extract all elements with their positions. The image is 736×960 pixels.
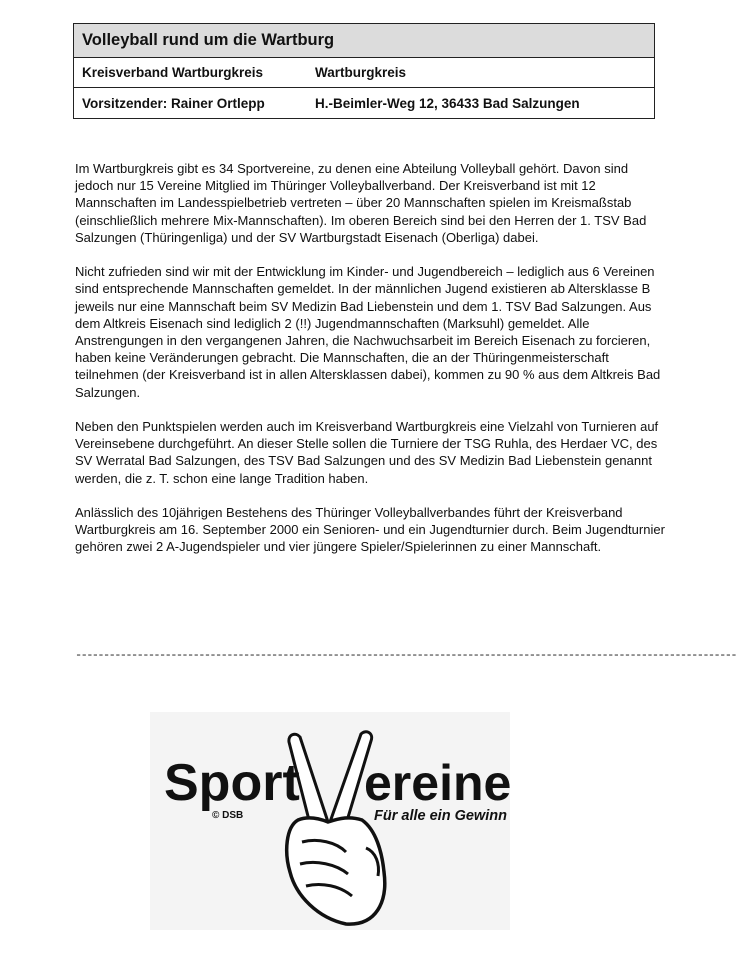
logo-slogan: Für alle ein Gewinn — [374, 808, 507, 824]
sportvereine-logo — [150, 712, 510, 930]
association-region: Wartburgkreis — [315, 65, 407, 80]
chair-name: Vorsitzender: Rainer Ortlepp — [82, 95, 265, 111]
paragraph-1: Im Wartburgkreis gibt es 34 Sportvereine, zu denen eine Abteilung Volleyball gehört. Davon sind jedoch nur 15 Vereine Mitglied im Thüringer Volleyballverband. Der Kreisverband ist mit 12 Mannschaften im Landesspielbetrieb vertreten – über 20 Mannschaften spielen im Kreismaßstab (einschließlich mehrere Mix-Mannschaften). Im oberen Bereich sind bei den Herren der 1. TSV Bad Salzungen (Thüringenliga) und der SV Wartburgstadt Eisenach (Oberliga) dabei. — [75, 161, 647, 245]
header-chair-row — [74, 88, 654, 118]
page-title: Volleyball rund um die Wartburg — [82, 31, 335, 49]
header-title-row — [74, 24, 654, 58]
sportvereine-logo-graphic — [150, 712, 510, 930]
logo-word-vereine: ereine — [364, 755, 512, 811]
association-name: Kreisverband Wartburgkreis — [82, 65, 264, 80]
logo-word-sport: Sport — [164, 754, 300, 812]
paragraph-4: Anlässlich des 10jährigen Bestehens des Thüringer Volleyballverbandes führt der Kreisverband Wartburgkreis am 16. September 2000 ein Senioren- und ein Jugendturnier durch. Beim Jugendturnier gehören zwei 2 A-Jugendspieler und vier jüngere Spieler/Spielerinnen zu einer Mannschaft. — [75, 505, 665, 555]
article-body — [75, 160, 665, 573]
logo-copyright: © DSB — [212, 810, 244, 821]
header-association-row — [74, 58, 654, 88]
dashed-separator: ---------------------------------------------------------------------------------------------------------------------- — [75, 648, 736, 662]
paragraph-3: Neben den Punktspielen werden auch im Kreisverband Wartburgkreis eine Vielzahl von Turnieren auf Vereinsebene durchgeführt. An dieser Stelle sollen die Turniere der TSG Ruhla, des Herdaer VC, des SV Werratal Bad Salzungen, des TSV Bad Salzungen und des SV Medizin Bad Liebenstein genannt werden, die z. T. schon eine lange Tradition haben. — [75, 419, 659, 486]
chair-address: H.-Beimler-Weg 12, 36433 Bad Salzungen — [315, 95, 580, 111]
paragraph-2: Nicht zufrieden sind wir mit der Entwicklung im Kinder- und Jugendbereich – lediglich aus 6 Vereinen sind entsprechende Mannschaften gemeldet. In der männlichen Jugend existieren ab Altersklasse B jeweils nur eine Mannschaft beim SV Medizin Bad Liebenstein und dem 1. TSV Bad Salzungen. Aus dem Altkreis Eisenach sind lediglich 2 (!!) Jugendmannschaften (Marksuhl) gemeldet. Alle Anstrengungen in den vergangenen Jahren, die Nachwuchsarbeit im Bereich Eisenach zu forcieren, haben keine Veränderungen gebracht. Die Mannschaften, die an der Thüringenmeisterschaft teilnehmen (der Kreisverband ist in allen Altersklassen dabei), kommen zu 90 % aus dem Altkreis Bad Salzungen. — [75, 264, 661, 400]
header-table — [73, 23, 655, 119]
